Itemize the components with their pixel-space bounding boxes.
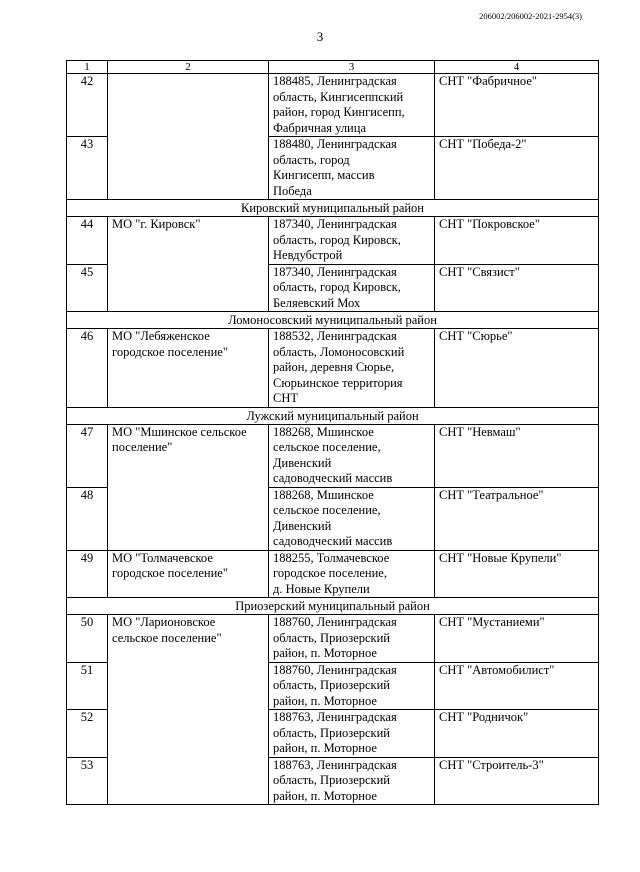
address-line: СНТ — [273, 391, 298, 405]
address-line: Дивенский — [273, 455, 332, 470]
address-line: район, п. Моторное — [273, 788, 377, 803]
page-number: 3 — [316, 29, 324, 44]
address-line: 188485, Ленинградская — [273, 74, 397, 88]
address-line: сельское поселение, — [273, 503, 381, 517]
address-line: область, город — [273, 152, 350, 167]
row-number: 53 — [67, 757, 108, 805]
address-line: 188763, Ленинградская — [273, 757, 397, 772]
address-line: Беляевский Мох — [273, 295, 361, 310]
address-line: д. Новые Крупели — [273, 581, 370, 596]
address-line: Победа — [273, 183, 312, 198]
table-row — [67, 550, 599, 598]
address-line: 188480, Ленинградская — [273, 137, 397, 151]
table-row — [67, 74, 599, 137]
address-line: 188760, Ленинградская — [273, 662, 397, 677]
address-cell — [269, 757, 435, 805]
snt-name-cell: СНТ "Автомобилист" — [435, 662, 599, 710]
address-line: область, Приозерский — [273, 630, 390, 645]
address-line: район, п. Моторное — [273, 646, 377, 660]
table-row — [67, 329, 599, 408]
address-cell — [269, 710, 435, 758]
address-line: Дивенский — [273, 518, 332, 533]
address-line: 188268, Мшинское — [273, 487, 374, 502]
snt-name-cell: СНТ "Мустаниеми" — [435, 615, 599, 663]
table-row — [67, 424, 599, 487]
address-cell — [269, 137, 435, 200]
address-line: район, п. Моторное — [273, 693, 377, 708]
address-line: район, деревня Сюрье, — [273, 360, 395, 374]
row-number: 51 — [67, 662, 108, 710]
address-line: 188268, Мшинское — [273, 424, 374, 439]
address-line: область, город Кировск, — [273, 232, 401, 247]
address-cell — [269, 615, 435, 663]
row-number: 42 — [67, 74, 108, 137]
address-cell — [269, 329, 435, 408]
address-line: Сюрьинское территория — [273, 375, 403, 390]
address-line: городское поселение, — [273, 566, 387, 580]
address-cell — [269, 264, 435, 312]
municipality-cell: МО "г. Кировск" — [108, 217, 269, 312]
column-header: 3 — [269, 61, 435, 74]
row-number: 45 — [67, 264, 108, 312]
municipality-cell: МО "Толмачевское городское поселение" — [108, 550, 269, 598]
address-cell — [269, 662, 435, 710]
address-cell — [269, 550, 435, 598]
municipality-cell: МО "Лебяженское городское поселение" — [108, 329, 269, 408]
address-line: район, город Кингисепп, — [273, 105, 405, 119]
address-line: Фабричная улица — [273, 120, 366, 135]
snt-name-cell: СНТ "Новые Крупели" — [435, 550, 599, 598]
column-header: 2 — [108, 61, 269, 74]
address-line: Невдубстрой — [273, 248, 343, 262]
table-body — [67, 74, 599, 805]
section-title: Лужский муниципальный район — [67, 407, 599, 424]
snt-name-cell: СНТ "Сюрье" — [435, 329, 599, 408]
address-cell — [269, 487, 435, 550]
column-header: 1 — [67, 61, 108, 74]
snt-name-cell: СНТ "Строитель-3" — [435, 757, 599, 805]
table-row — [67, 615, 599, 663]
section-row — [67, 200, 599, 217]
municipality-cell: МО "Мшинское сельское поселение" — [108, 424, 269, 550]
municipality-cell: МО "Ларионовское сельское поселение" — [108, 615, 269, 805]
column-header-row — [67, 61, 599, 74]
section-row — [67, 598, 599, 615]
row-number: 50 — [67, 615, 108, 663]
snt-name-cell: СНТ "Родничок" — [435, 710, 599, 758]
address-line: садоводческий массив — [273, 534, 393, 548]
address-line: область, Ломоносовский — [273, 344, 405, 359]
section-title: Кировский муниципальный район — [67, 200, 599, 217]
address-line: область, Приозерский — [273, 678, 390, 692]
section-row — [67, 407, 599, 424]
address-line: район, п. Моторное — [273, 741, 377, 755]
address-line: 188763, Ленинградская — [273, 710, 397, 724]
section-title: Приозерский муниципальный район — [67, 598, 599, 615]
address-cell — [269, 424, 435, 487]
address-line: садоводческий массив — [273, 471, 393, 485]
snt-name-cell: СНТ "Связист" — [435, 264, 599, 312]
row-number: 49 — [67, 550, 108, 598]
row-number: 52 — [67, 710, 108, 758]
address-line: сельское поселение, — [273, 440, 381, 454]
snt-name-cell: СНТ "Покровское" — [435, 217, 599, 265]
address-cell — [269, 217, 435, 265]
address-cell — [269, 74, 435, 137]
row-number: 43 — [67, 137, 108, 200]
snt-register-table — [66, 60, 599, 805]
address-line: область, Приозерский — [273, 773, 390, 787]
address-line: область, Кингисеппский — [273, 89, 404, 104]
snt-name-cell: СНТ "Фабричное" — [435, 74, 599, 137]
snt-name-cell: СНТ "Невмаш" — [435, 424, 599, 487]
column-header: 4 — [435, 61, 599, 74]
address-line: 188255, Толмачевское — [273, 550, 390, 565]
address-line: область, Приозерский — [273, 725, 390, 740]
table-row — [67, 217, 599, 265]
document-id: 206002/206002-2021-2954(3) — [479, 11, 582, 21]
address-line: 187340, Ленинградская — [273, 264, 397, 279]
row-number: 47 — [67, 424, 108, 487]
address-line: 188760, Ленинградская — [273, 615, 397, 629]
snt-name-cell: СНТ "Театральное" — [435, 487, 599, 550]
address-line: Кингисепп, массив — [273, 168, 375, 182]
municipality-cell — [108, 74, 269, 200]
snt-name-cell: СНТ "Победа-2" — [435, 137, 599, 200]
row-number: 44 — [67, 217, 108, 265]
row-number: 48 — [67, 487, 108, 550]
address-line: 188532, Ленинградская — [273, 329, 397, 343]
address-line: область, город Кировск, — [273, 280, 401, 294]
address-line: 187340, Ленинградская — [273, 217, 397, 231]
section-title: Ломоносовский муниципальный район — [67, 312, 599, 329]
row-number: 46 — [67, 329, 108, 408]
section-row — [67, 312, 599, 329]
